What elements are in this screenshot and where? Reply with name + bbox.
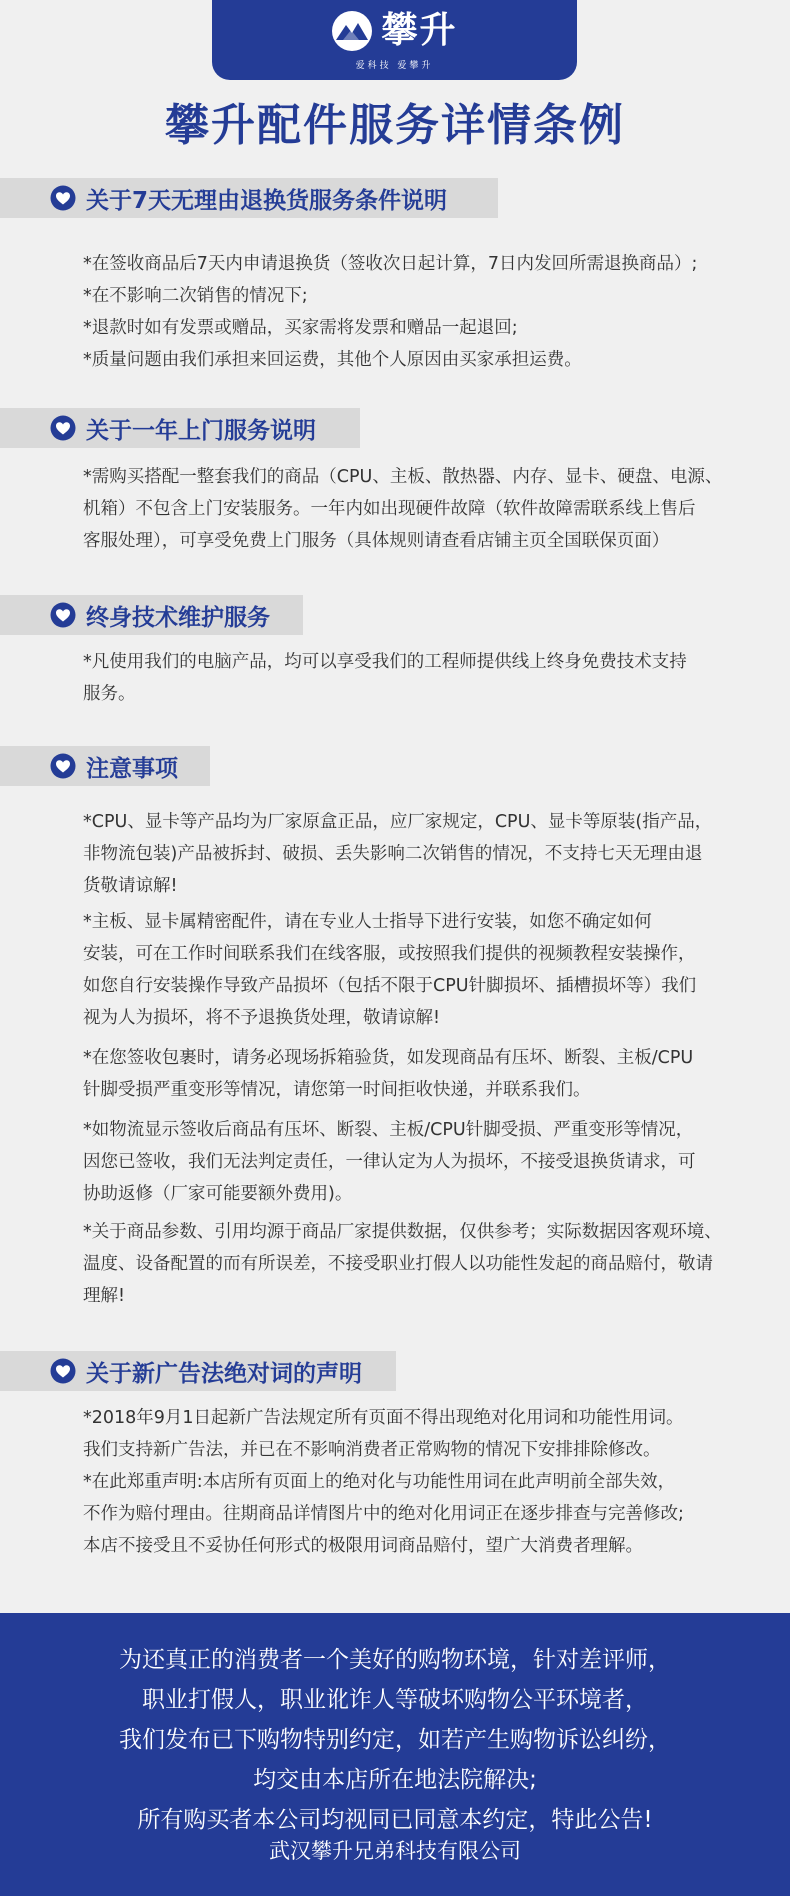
section-body-lifetime-support: [83, 646, 773, 710]
section-body-notes-params: [83, 1216, 773, 1312]
mountain-logo-icon: [331, 10, 373, 52]
footer-line: 所有购买者本公司均视同已同意本约定，特此公告!: [137, 1807, 653, 1833]
body-line: 如您自行安装操作导致产品损坏（包括不限于CPU针脚损坏、插槽损坏等）我们: [83, 976, 697, 996]
footer-lines: [0, 1640, 790, 1840]
body-line: 客服处理），可享受免费上门服务（具体规则请查看店铺主页全国联保页面）: [83, 531, 670, 551]
body-line: *在签收商品后7天内申请退换货（签收次日起计算，7日内发回所需退换商品）;: [83, 254, 698, 274]
page-title: 攀升配件服务详情条例: [165, 100, 625, 151]
body-line: *如物流显示签收后商品有压坏、断裂、主板/CPU针脚受损、严重变形等情况，: [83, 1120, 694, 1140]
heart-icon: [50, 753, 76, 779]
body-line: 货敬请谅解!: [83, 876, 178, 896]
section-title: 关于7天无理由退换货服务条件说明: [86, 187, 448, 214]
section-body-ad-law: [83, 1402, 773, 1562]
body-line: *在此郑重声明:本店所有页面上的绝对化与功能性用词在此声明前全部失效，: [83, 1472, 676, 1492]
footer-company: 武汉攀升兄弟科技有限公司: [269, 1839, 521, 1863]
section-title: 注意事项: [86, 755, 178, 782]
section-header-lifetime-support: [0, 595, 303, 635]
section-body-onsite-service: [83, 461, 773, 557]
footer-line: 为还真正的消费者一个美好的购物环境，针对差评师，: [119, 1647, 671, 1673]
body-line: *在您签收包裹时，请务必现场拆箱验货，如发现商品有压坏、断裂、主板/CPU: [83, 1048, 694, 1068]
body-line: *CPU、显卡等产品均为厂家原盒正品，应厂家规定，CPU、显卡等原装(指产品，: [83, 812, 713, 832]
body-line: *2018年9月1日起新广告法规定所有页面不得出现绝对化用词和功能性用词。: [83, 1408, 684, 1428]
body-line: *在不影响二次销售的情况下;: [83, 286, 308, 306]
body-line: 我们支持新广告法，并已在不影响消费者正常购物的情况下安排排除修改。: [83, 1440, 661, 1460]
body-line: *质量问题由我们承担来回运费，其他个人原因由买家承担运费。: [83, 350, 582, 370]
section-body-notes-logistics: [83, 1114, 773, 1210]
body-line: 协助返修（厂家可能要额外费用)。: [83, 1184, 353, 1204]
logo-row: [212, 10, 577, 52]
body-line: 温度、设备配置的而有所误差，不接受职业打假人以功能性发起的商品赔付，敬请: [83, 1254, 713, 1274]
heart-icon: [50, 415, 76, 441]
body-line: *需购买搭配一整套我们的商品（CPU、主板、散热器、内存、显卡、硬盘、电源、: [83, 467, 723, 487]
footer-line: 我们发布已下购物特别约定，如若产生购物诉讼纠纷，: [119, 1727, 671, 1753]
body-line: 非物流包装)产品被拆封、破损、丢失影响二次销售的情况，不支持七天无理由退: [83, 844, 703, 864]
section-body-notes-inspect: [83, 1042, 773, 1106]
section-title: 终身技术维护服务: [86, 604, 270, 631]
footer-notice: [0, 1613, 790, 1896]
body-line: 视为人为损坏，将不予退换货处理，敬请谅解!: [83, 1008, 441, 1028]
heart-icon: [50, 185, 76, 211]
body-line: *主板、显卡属精密配件，请在专业人士指导下进行安装，如您不确定如何: [83, 912, 652, 932]
section-header-7day-return: [0, 178, 498, 218]
footer-line: 职业打假人，职业讹诈人等破坏购物公平环境者，: [142, 1687, 648, 1713]
body-line: *凡使用我们的电脑产品，均可以享受我们的工程师提供线上终身免费技术支持: [83, 652, 687, 672]
brand-logo-tab: [212, 0, 577, 80]
heart-icon: [50, 1358, 76, 1384]
body-line: 服务。: [83, 684, 136, 704]
brand-name: 攀升: [381, 10, 458, 51]
body-line: 本店不接受且不妥协任何形式的极限用词商品赔付，望广大消费者理解。: [83, 1536, 643, 1556]
body-line: 安装，可在工作时间联系我们在线客服，或按照我们提供的视频教程安装操作，: [83, 944, 696, 964]
heart-icon: [50, 602, 76, 628]
body-line: 针脚受损严重变形等情况，请您第一时间拒收快递，并联系我们。: [83, 1080, 591, 1100]
section-header-notes: [0, 746, 210, 786]
body-line: *退款时如有发票或赠品，买家需将发票和赠品一起退回;: [83, 318, 518, 338]
body-line: *关于商品参数、引用均源于商品厂家提供数据，仅供参考；实际数据因客观环境、: [83, 1222, 722, 1242]
section-header-onsite-service: [0, 408, 360, 448]
section-body-notes-cpu: [83, 806, 773, 902]
section-title: 关于一年上门服务说明: [86, 417, 316, 444]
body-line: 机箱）不包含上门安装服务。一年内如出现硬件故障（软件故障需联系线上售后: [83, 499, 696, 519]
body-line: 理解!: [83, 1286, 126, 1306]
brand-slogan: 爱科技 爱攀升: [355, 61, 434, 71]
section-header-ad-law: [0, 1351, 396, 1391]
section-body-notes-install: [83, 906, 773, 1034]
body-line: 不作为赔付理由。往期商品详情图片中的绝对化用词正在逐步排查与完善修改;: [83, 1504, 684, 1524]
section-title: 关于新广告法绝对词的声明: [86, 1360, 362, 1387]
section-body-7day-return: [83, 248, 773, 376]
body-line: 因您已签收，我们无法判定责任，一律认定为人为损坏，不接受退换货请求，可: [83, 1152, 696, 1172]
footer-line: 均交由本店所在地法院解决;: [253, 1767, 537, 1793]
